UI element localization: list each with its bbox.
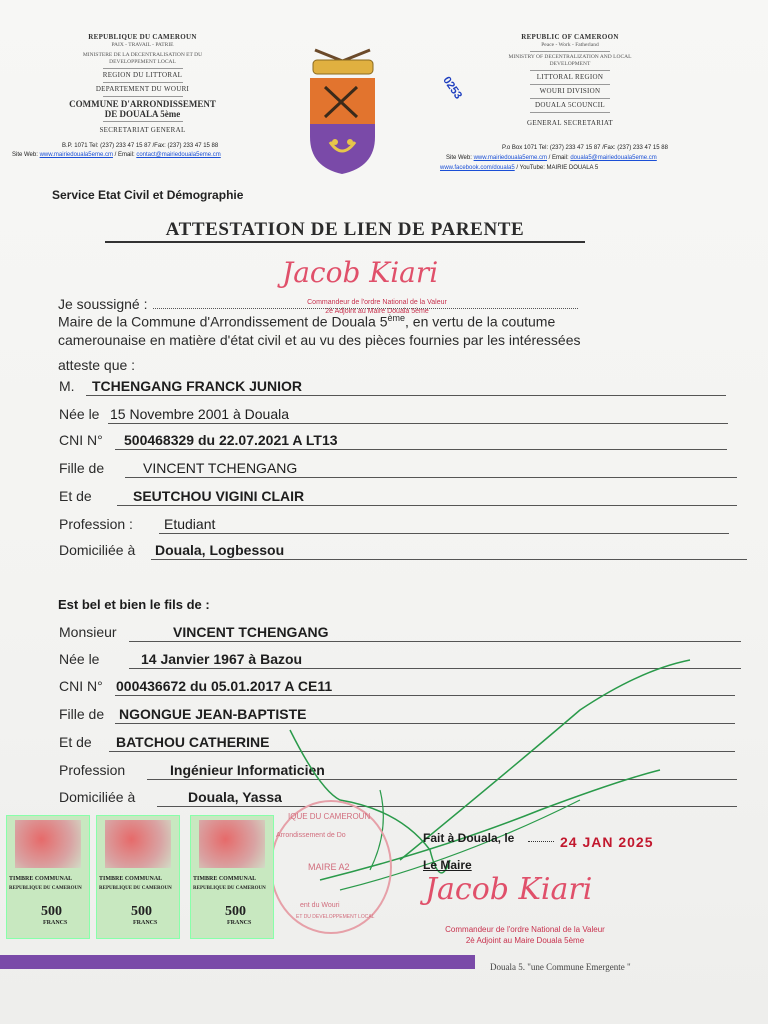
intro-line4: atteste que : <box>58 357 136 373</box>
signature-bottom-subtitle1: Commandeur de l'ordre National de la Valeur <box>445 925 605 934</box>
header-left-line2: PAIX - TRAVAIL - PATRIE <box>111 42 174 48</box>
round-stamp-left: Arrondissement de Do <box>276 832 346 839</box>
field-value: 15 Novembre 2001 à Douala <box>110 406 290 422</box>
field-line <box>159 533 729 534</box>
stamp-text: TIMBRE COMMUNAL <box>99 876 163 882</box>
round-stamp-center: MAIRE A2 <box>308 862 350 872</box>
section-heading: Est bel et bien le fils de : <box>58 597 210 612</box>
header-left <box>60 33 225 135</box>
header-right-line2: Peace - Work - Fatherland <box>541 42 599 48</box>
dotted-line <box>153 308 578 309</box>
handwritten-number: 0253 <box>440 74 465 102</box>
header-right-contact <box>502 145 668 151</box>
field-value: 14 Janvier 1967 à Bazou <box>141 651 303 667</box>
round-stamp-right: ET DU DEVELOPPEMENT LOCAL <box>296 914 375 920</box>
divider <box>103 82 183 83</box>
footer-band <box>0 955 475 969</box>
stamp-unit: FRANCS <box>133 920 158 926</box>
field-line <box>115 449 727 450</box>
header-left-line4: REGION DU LITTORAL <box>102 71 183 79</box>
header-right-line5: WOURI DIVISION <box>539 87 601 95</box>
divider <box>530 51 610 52</box>
header-right-social <box>440 165 598 171</box>
email-link[interactable]: contact@mairiedouala5eme.cm <box>136 152 221 158</box>
divider <box>530 98 610 99</box>
divider <box>103 68 183 69</box>
header-left-line6: COMMUNE D'ARRONDISSEMENT <box>69 99 216 109</box>
field-label: Domiciliée à <box>59 789 136 805</box>
stamp-subtext: REPUBLIQUE DU CAMEROUN <box>9 886 82 891</box>
header-right-web <box>446 155 657 161</box>
field-line <box>129 641 741 642</box>
field-label: Et de <box>59 734 92 750</box>
field-value: Ingénieur Informaticien <box>170 762 325 778</box>
stamp-text: TIMBRE COMMUNAL <box>9 876 73 882</box>
document-title: ATTESTATION DE LIEN DE PARENTE <box>105 219 585 243</box>
signature-top: Jacob Kiari <box>282 256 439 289</box>
round-stamp-top: IQUE DU CAMEROUN <box>288 812 371 821</box>
field-label: Née le <box>59 406 100 422</box>
field-label: Fille de <box>59 706 105 722</box>
stamp-text: TIMBRE COMMUNAL <box>193 876 257 882</box>
intro-line2 <box>58 313 555 330</box>
intro-label: Je soussigné : <box>58 296 148 312</box>
field-child-father <box>59 460 298 476</box>
stamp-value: 500 <box>131 904 152 919</box>
field-parent-father <box>59 706 307 722</box>
field-label: Profession <box>59 762 126 778</box>
header-left-line8: SECRETARIAT GENERAL <box>99 126 186 134</box>
field-value: VINCENT TCHENGANG <box>143 460 298 476</box>
field-parent-mother <box>59 734 270 750</box>
field-parent-birth <box>59 651 303 667</box>
youtube-label: / YouTube: MAIRIE DOUALA 5 <box>516 165 599 171</box>
field-label: Monsieur <box>59 624 117 640</box>
field-label: Née le <box>59 651 100 667</box>
divider <box>103 96 183 97</box>
field-child-residence <box>59 542 285 558</box>
field-label: M. <box>59 378 75 394</box>
header-right-contact-line: P.o Box 1071 Tel: (237) 233 47 15 87 /Fax: (237) 233 47 15 88 <box>502 145 668 151</box>
signature-top-subtitle2: 2è Adjoint au Maire Douala 5ème <box>325 308 429 315</box>
intro-line2-text: Maire de la Commune d'Arrondissement de Douala 5 <box>58 313 388 330</box>
field-parent-name <box>59 624 329 640</box>
coat-of-arms-icon <box>305 42 380 177</box>
header-right-line1: REPUBLIC OF CAMEROON <box>521 33 619 41</box>
mayor-label: Le Maire <box>423 858 472 872</box>
divider <box>530 112 610 113</box>
email-link[interactable]: douala5@mairiedouala5eme.cm <box>570 155 657 161</box>
field-value: Douala, Yassa <box>188 789 282 805</box>
dotted-line <box>528 841 554 842</box>
field-child-cni <box>59 432 338 448</box>
field-child-birth <box>59 406 290 422</box>
email-label: / Email: <box>548 155 569 161</box>
field-value: 500468329 du 22.07.2021 A LT13 <box>124 432 338 448</box>
stamp-unit: FRANCS <box>43 920 68 926</box>
field-label: CNI N° <box>59 432 103 448</box>
divider <box>530 84 610 85</box>
stamp-emblem-icon <box>105 820 171 868</box>
field-value: Etudiant <box>164 516 216 532</box>
place-date-text: Fait à Douala, le <box>423 831 515 845</box>
header-left-line5: DEPARTEMENT DU WOURI <box>95 85 190 93</box>
signature-top-subtitle1: Commandeur de l'ordre National de la Valeur <box>307 299 447 306</box>
field-value: SEUTCHOU VIGINI CLAIR <box>133 488 305 504</box>
field-line <box>151 559 747 560</box>
stamp-subtext: REPUBLIQUE DU CAMEROUN <box>99 886 172 891</box>
field-label: Fille de <box>59 460 105 476</box>
field-label: CNI N° <box>59 678 103 694</box>
field-line <box>117 505 737 506</box>
stamp-emblem-icon <box>199 820 265 868</box>
header-right-line3: MINISTRY OF DECENTRALIZATION AND LOCAL DEVELOPMENT <box>508 54 632 67</box>
round-stamp-bottom: ent du Wouri <box>300 902 340 909</box>
service-label: Service Etat Civil et Démographie <box>52 188 244 202</box>
field-parent-profession <box>59 762 325 778</box>
date-stamp: 24 JAN 2025 <box>560 834 654 850</box>
header-left-line1: REPUBLIQUE DU CAMEROUN <box>88 33 197 41</box>
fiscal-stamp-1 <box>6 815 90 939</box>
field-value: Douala, Logbessou <box>155 542 285 558</box>
header-left-contact-line: B.P. 1071 Tel: (237) 233 47 15 87 /Fax: (237) 233 47 15 88 <box>62 143 219 149</box>
stamp-value: 500 <box>225 904 246 919</box>
field-child-name <box>59 378 302 394</box>
stamp-emblem-icon <box>15 820 81 868</box>
field-line <box>125 477 737 478</box>
field-parent-residence <box>59 789 282 805</box>
website-link[interactable]: www.mairiedouala5eme.cm <box>473 155 547 161</box>
header-left-web <box>12 152 221 158</box>
stamp-unit: FRANCS <box>227 920 252 926</box>
stamp-subtext: REPUBLIQUE DU CAMEROUN <box>193 886 266 891</box>
field-label: Et de <box>59 488 92 504</box>
email-label: / Email: <box>114 152 135 158</box>
website-link[interactable]: www.mairiedouala5eme.cm <box>39 152 113 158</box>
facebook-link[interactable]: www.facebook.com/douala5 <box>440 165 515 171</box>
field-child-mother <box>59 488 305 504</box>
field-line <box>108 423 728 424</box>
place-date-label <box>423 831 554 845</box>
header-left-line7: DE DOUALA 5ème <box>104 109 181 119</box>
field-value: TCHENGANG FRANCK JUNIOR <box>92 378 302 394</box>
intro-superscript: ème <box>387 313 406 323</box>
signature-bottom-subtitle2: 2è Adjoint au Maire Douala 5ème <box>465 936 585 945</box>
intro-line1 <box>58 296 578 312</box>
site-label: Site Web: <box>12 152 38 158</box>
stamp-value: 500 <box>41 904 62 919</box>
field-value: NGONGUE JEAN-BAPTISTE <box>119 706 307 722</box>
header-right-line4: LITTORAL REGION <box>536 73 604 81</box>
intro-line2-rest: , en vertu de la coutume <box>405 313 556 330</box>
field-line <box>86 395 726 396</box>
header-right-line6: DOUALA 5COUNCIL <box>534 101 606 109</box>
site-label: Site Web: <box>446 155 472 161</box>
divider <box>103 121 183 122</box>
divider <box>530 70 610 71</box>
fiscal-stamp-2 <box>96 815 180 939</box>
official-round-stamp <box>270 800 392 934</box>
field-parent-cni <box>59 678 333 694</box>
header-right-line7: GENERAL SECRETARIAT <box>527 119 613 127</box>
field-label: Domiciliée à <box>59 542 136 558</box>
signature-bottom: Jacob Kiari <box>425 872 593 907</box>
field-value: BATCHOU CATHERINE <box>116 734 270 750</box>
header-right <box>490 33 650 128</box>
field-value: 000436672 du 05.01.2017 A CE11 <box>116 678 333 694</box>
header-left-line3: MINISTERE DE LA DECENTRALISATION ET DU DEVELOPPEMENT LOCAL <box>82 52 203 65</box>
fiscal-stamp-3 <box>190 815 274 939</box>
header-left-contact <box>62 143 218 149</box>
field-child-profession <box>59 516 216 532</box>
field-label: Profession : <box>59 516 133 532</box>
field-value: VINCENT TCHENGANG <box>173 624 329 640</box>
footer-slogan: Douala 5. "une Commune Emergente " <box>490 962 631 972</box>
intro-line3: camerounaise en matière d'état civil et au vu des pièces fournies par les intéressées <box>58 332 581 348</box>
